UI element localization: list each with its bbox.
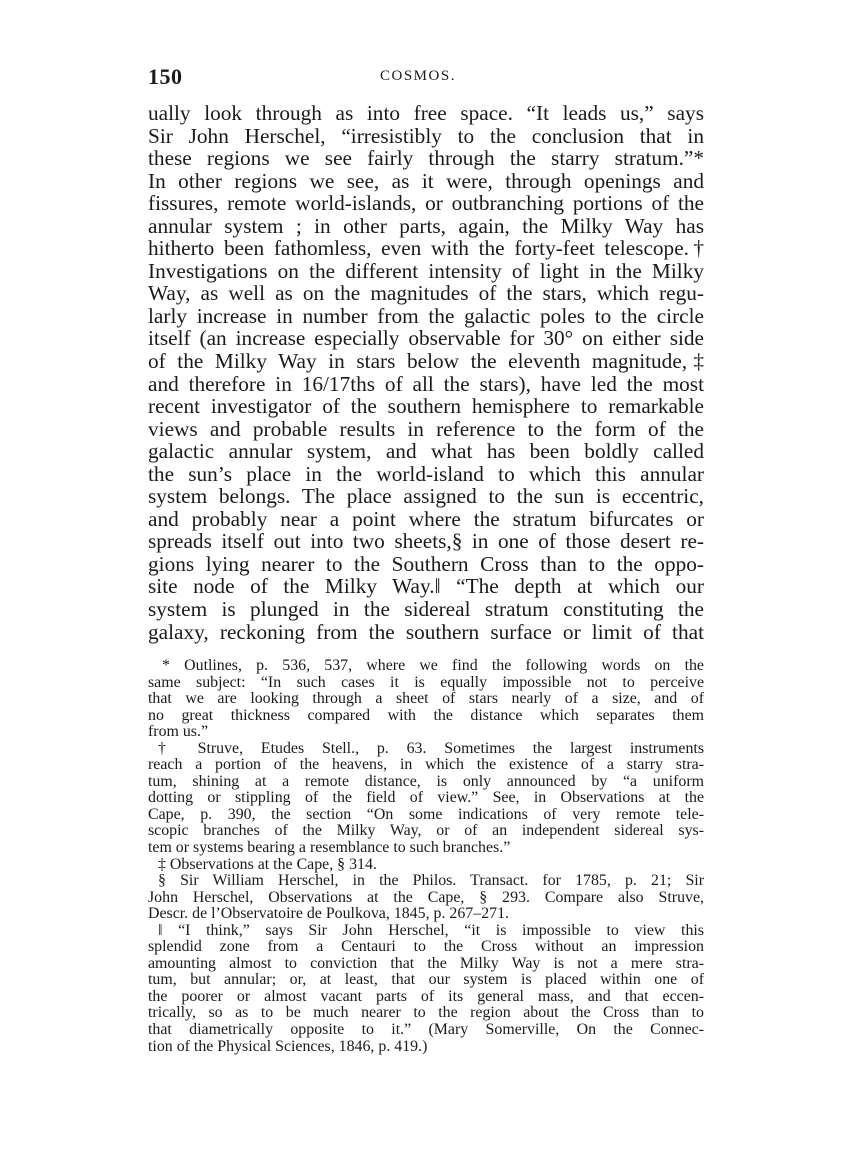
text-line: and therefore in 16/17ths of all the stars), have led the most	[148, 371, 704, 396]
footnote-line: same subject: “In such cases it is equally impossible not to perceive	[148, 673, 704, 691]
text-line: system belongs. The place assigned to the sun is eccentric,	[148, 484, 704, 509]
footnote-line: amounting almost to conviction that the Milky Way is not a mere stra-	[148, 954, 704, 972]
text-line: hitherto been fathomless, even with the forty-feet telescope.†	[148, 236, 704, 261]
footnote-line: scopic branches of the Milky Way, or of an independent sidereal sys-	[148, 822, 704, 840]
footnotes	[148, 658, 704, 1055]
footnote-line: ‖ “I think,” says Sir John Herschel, “it is impossible to view this	[158, 921, 704, 939]
text-line: galaxy, reckoning from the southern surface or limit of that	[148, 619, 704, 644]
text-line: the sun’s place in the world-island to which this annular	[148, 461, 704, 486]
footnote-line: splendid zone from a Centauri to the Cross without an impression	[148, 938, 704, 956]
text-line: galactic annular system, and what has been boldly called	[148, 439, 704, 464]
footnote-line: † Struve, Etudes Stell., p. 63. Sometimes the largest instruments	[158, 739, 704, 757]
text-line: spreads itself out into two sheets,§ in one of those desert re-	[148, 529, 704, 554]
text-line: Sir John Herschel, “irresistibly to the conclusion that in	[148, 123, 704, 148]
text-line: annular system ; in other parts, again, the Milky Way has	[148, 213, 704, 238]
footnote-line: ‡ Observations at the Cape, § 314.	[158, 855, 377, 873]
footnote-line: no great thickness compared with the distance which separates them	[148, 706, 704, 724]
text-line: recent investigator of the southern hemisphere to remarkable	[148, 394, 704, 419]
text-line: In other regions we see, as it were, through openings and	[148, 168, 704, 193]
footnote-line: tion of the Physical Sciences, 1846, p. 419.)	[148, 1037, 428, 1055]
footnote-line: tum, shining at a remote distance, is only announced by “a uniform	[148, 772, 704, 790]
footnote-line: tum, but annular; or, at least, that our system is placed within one of	[148, 971, 704, 989]
footnote-line: Cape, p. 390, the section “On some indications of very remote tele-	[148, 805, 704, 823]
text-line: site node of the Milky Way.‖ “The depth at which our	[148, 574, 704, 599]
footnote-line: * Outlines, p. 536, 537, where we find the following words on the	[162, 657, 704, 674]
footnote-line: that diametrically opposite to it.” (Mary Somerville, On the Connec-	[148, 1021, 704, 1039]
footnote-line: the poorer or almost vacant parts of its general mass, and that eccen-	[148, 987, 704, 1005]
text-line: these regions we see fairly through the starry stratum.”*	[148, 146, 704, 171]
page-number: 150	[148, 64, 183, 89]
footnote-line: that we are looking through a sheet of stars nearly of a size, and of	[148, 690, 704, 708]
text-line: views and probable results in reference to the form of the	[148, 416, 704, 441]
text-line: system is plunged in the sidereal stratum constituting the	[148, 597, 704, 622]
footnote-line: John Herschel, Observations at the Cape, § 293. Compare also Struve,	[148, 888, 704, 906]
text-line: fissures, remote world-islands, or outbranching portions of the	[148, 191, 704, 216]
text-line: Way, as well as on the magnitudes of the stars, which regu-	[148, 281, 704, 306]
main-text	[148, 102, 704, 643]
running-title: COSMOS.	[380, 68, 456, 84]
footnote-line: § Sir William Herschel, in the Philos. Transact. for 1785, p. 21; Sir	[158, 872, 704, 890]
text-line: gions lying nearer to the Southern Cross than to the oppo-	[148, 551, 704, 576]
footnote-line: trically, so as to be much nearer to the region about the Cross than to	[148, 1004, 704, 1022]
footnote-line: dotting or stippling of the field of view.” See, in Observations at the	[148, 789, 704, 807]
text-line: larly increase in number from the galactic poles to the circle	[148, 303, 704, 328]
page-header	[148, 64, 704, 88]
text-line: of the Milky Way in stars below the eleventh magnitude,‡	[148, 349, 704, 374]
text-line: itself (an increase especially observable for 30° on either side	[148, 326, 704, 351]
footnote-line: tem or systems bearing a resemblance to such branches.”	[148, 839, 511, 857]
footnote-line: from us.”	[148, 723, 209, 741]
text-line: Investigations on the different intensity of light in the Milky	[148, 258, 704, 283]
text-line: ually look through as into free space. “It leads us,” says	[148, 101, 704, 125]
footnote-line: Descr. de l’Observatoire de Poulkova, 1845, p. 267–271.	[148, 905, 509, 923]
text-line: and probably near a point where the stratum bifurcates or	[148, 506, 704, 531]
footnote-line: reach a portion of the heavens, in which the existence of a starry stra-	[148, 756, 704, 774]
